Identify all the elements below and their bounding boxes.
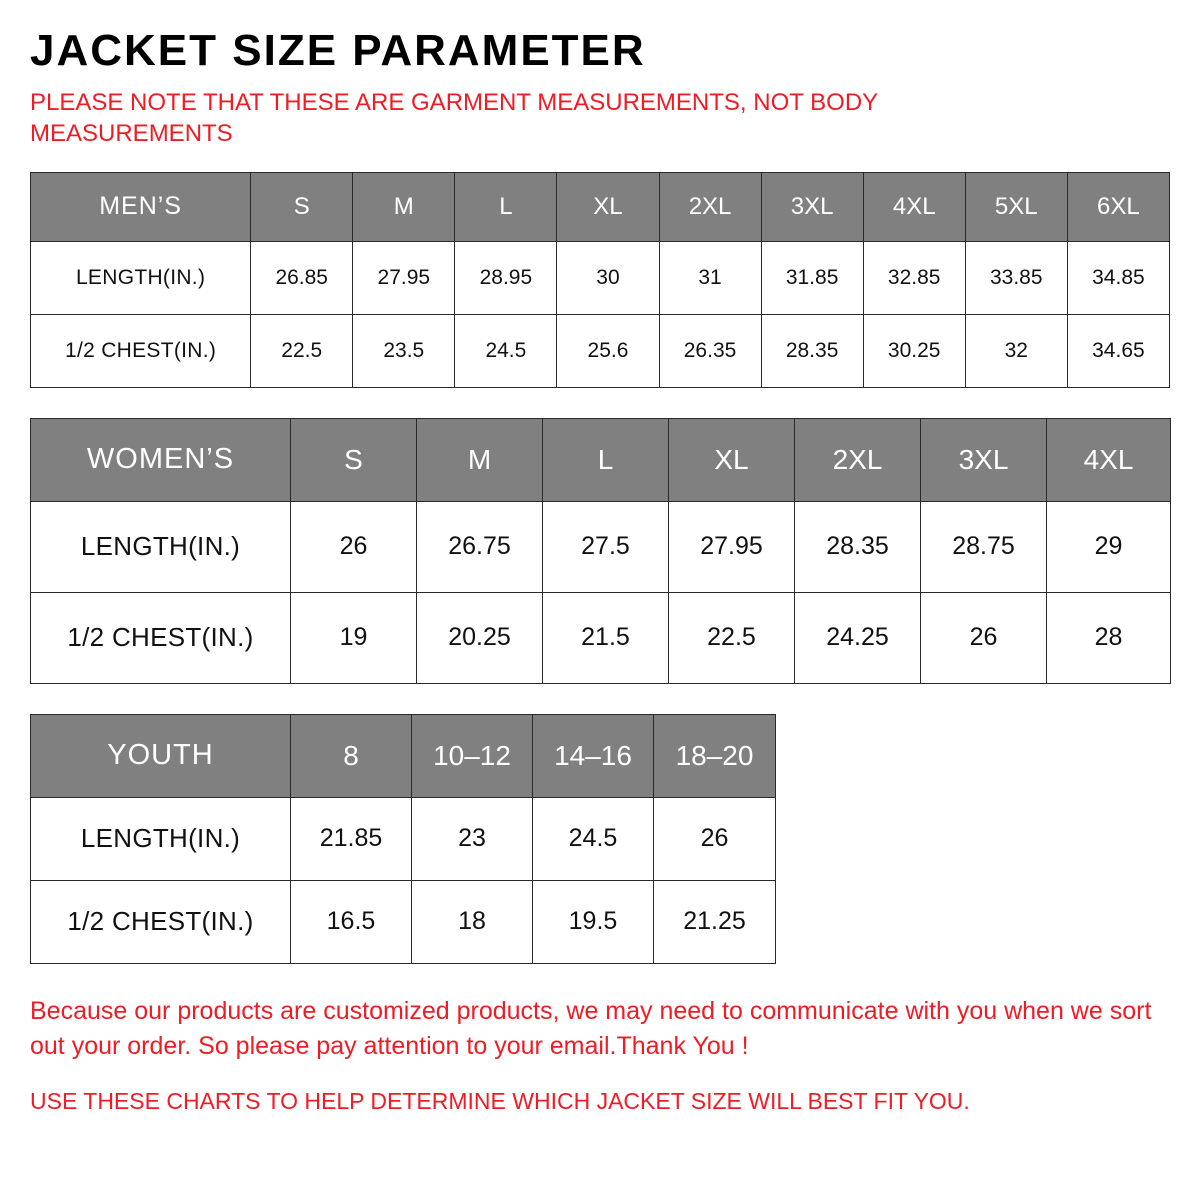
size-header-cell: L — [543, 418, 669, 501]
size-header-cell: 2XL — [795, 418, 921, 501]
measurement-note: PLEASE NOTE THAT THESE ARE GARMENT MEASUREMENTS, NOT BODY MEASUREMENTS — [30, 89, 878, 147]
measurement-cell: 28.75 — [921, 501, 1047, 592]
measurement-cell: 28.95 — [455, 241, 557, 314]
measurement-cell: 23 — [412, 797, 533, 880]
measurement-cell: 26.35 — [659, 314, 761, 387]
size-header-cell: 8 — [291, 714, 412, 797]
measurement-cell: 16.5 — [291, 880, 412, 963]
row-label-cell: 1/2 CHEST(IN.) — [31, 314, 251, 387]
page-title: JACKET SIZE PARAMETER — [30, 26, 646, 75]
footer-note-charts: USE THESE CHARTS TO HELP DETERMINE WHICH JACKET SIZE WILL BEST FIT YOU. — [30, 1087, 970, 1114]
size-header-cell: 4XL — [1047, 418, 1171, 501]
size-header-cell: M — [353, 172, 455, 241]
mens-size-table — [30, 172, 1170, 388]
size-header-cell: S — [251, 172, 353, 241]
measurement-cell: 26.85 — [251, 241, 353, 314]
measurement-cell: 26 — [921, 592, 1047, 683]
measurement-cell: 24.5 — [533, 797, 654, 880]
measurement-cell: 32.85 — [863, 241, 965, 314]
size-header-cell: 3XL — [921, 418, 1047, 501]
measurement-cell: 34.85 — [1067, 241, 1169, 314]
row-label-cell: LENGTH(IN.) — [31, 797, 291, 880]
measurement-cell: 21.25 — [654, 880, 776, 963]
size-header-cell: 4XL — [863, 172, 965, 241]
size-header-cell: M — [417, 418, 543, 501]
measurement-cell: 22.5 — [669, 592, 795, 683]
size-header-cell: 14–16 — [533, 714, 654, 797]
measurement-cell: 27.95 — [353, 241, 455, 314]
size-header-cell: 5XL — [965, 172, 1067, 241]
measurement-cell: 20.25 — [417, 592, 543, 683]
table-header-row — [31, 418, 1171, 501]
size-header-cell: 3XL — [761, 172, 863, 241]
measurement-cell: 34.65 — [1067, 314, 1169, 387]
table-row — [31, 314, 1170, 387]
measurement-cell: 23.5 — [353, 314, 455, 387]
table-title-cell: YOUTH — [31, 714, 291, 797]
size-header-cell: S — [291, 418, 417, 501]
table-header-row — [31, 714, 776, 797]
measurement-cell: 31 — [659, 241, 761, 314]
measurement-cell: 28 — [1047, 592, 1171, 683]
row-label-cell: LENGTH(IN.) — [31, 241, 251, 314]
measurement-cell: 28.35 — [795, 501, 921, 592]
table-title-cell: MEN’S — [31, 172, 251, 241]
measurement-cell: 24.5 — [455, 314, 557, 387]
measurement-cell: 33.85 — [965, 241, 1067, 314]
table-row — [31, 592, 1171, 683]
measurement-cell: 26 — [291, 501, 417, 592]
womens-size-table — [30, 418, 1171, 684]
row-label-cell: 1/2 CHEST(IN.) — [31, 880, 291, 963]
measurement-cell: 30.25 — [863, 314, 965, 387]
youth-size-table — [30, 714, 776, 964]
size-header-cell: L — [455, 172, 557, 241]
row-label-cell: 1/2 CHEST(IN.) — [31, 592, 291, 683]
size-header-cell: XL — [669, 418, 795, 501]
measurement-cell: 32 — [965, 314, 1067, 387]
measurement-cell: 24.25 — [795, 592, 921, 683]
measurement-cell: 29 — [1047, 501, 1171, 592]
table-row — [31, 501, 1171, 592]
measurement-cell: 28.35 — [761, 314, 863, 387]
measurement-cell: 25.6 — [557, 314, 659, 387]
measurement-cell: 27.95 — [669, 501, 795, 592]
measurement-cell: 19.5 — [533, 880, 654, 963]
measurement-cell: 21.5 — [543, 592, 669, 683]
footer-note-customization: Because our products are customized products, we may need to communicate with you when we sort out your order. So please pay attention to your email.Thank You ! — [30, 996, 1152, 1061]
measurement-cell: 31.85 — [761, 241, 863, 314]
measurement-cell: 18 — [412, 880, 533, 963]
size-header-cell: 10–12 — [412, 714, 533, 797]
size-header-cell: XL — [557, 172, 659, 241]
table-header-row — [31, 172, 1170, 241]
size-header-cell: 6XL — [1067, 172, 1169, 241]
measurement-cell: 21.85 — [291, 797, 412, 880]
measurement-cell: 26 — [654, 797, 776, 880]
table-row — [31, 797, 776, 880]
table-row — [31, 880, 776, 963]
size-header-cell: 2XL — [659, 172, 761, 241]
measurement-cell: 22.5 — [251, 314, 353, 387]
size-header-cell: 18–20 — [654, 714, 776, 797]
measurement-cell: 30 — [557, 241, 659, 314]
measurement-cell: 19 — [291, 592, 417, 683]
table-title-cell: WOMEN’S — [31, 418, 291, 501]
measurement-cell: 27.5 — [543, 501, 669, 592]
measurement-cell: 26.75 — [417, 501, 543, 592]
row-label-cell: LENGTH(IN.) — [31, 501, 291, 592]
table-row — [31, 241, 1170, 314]
